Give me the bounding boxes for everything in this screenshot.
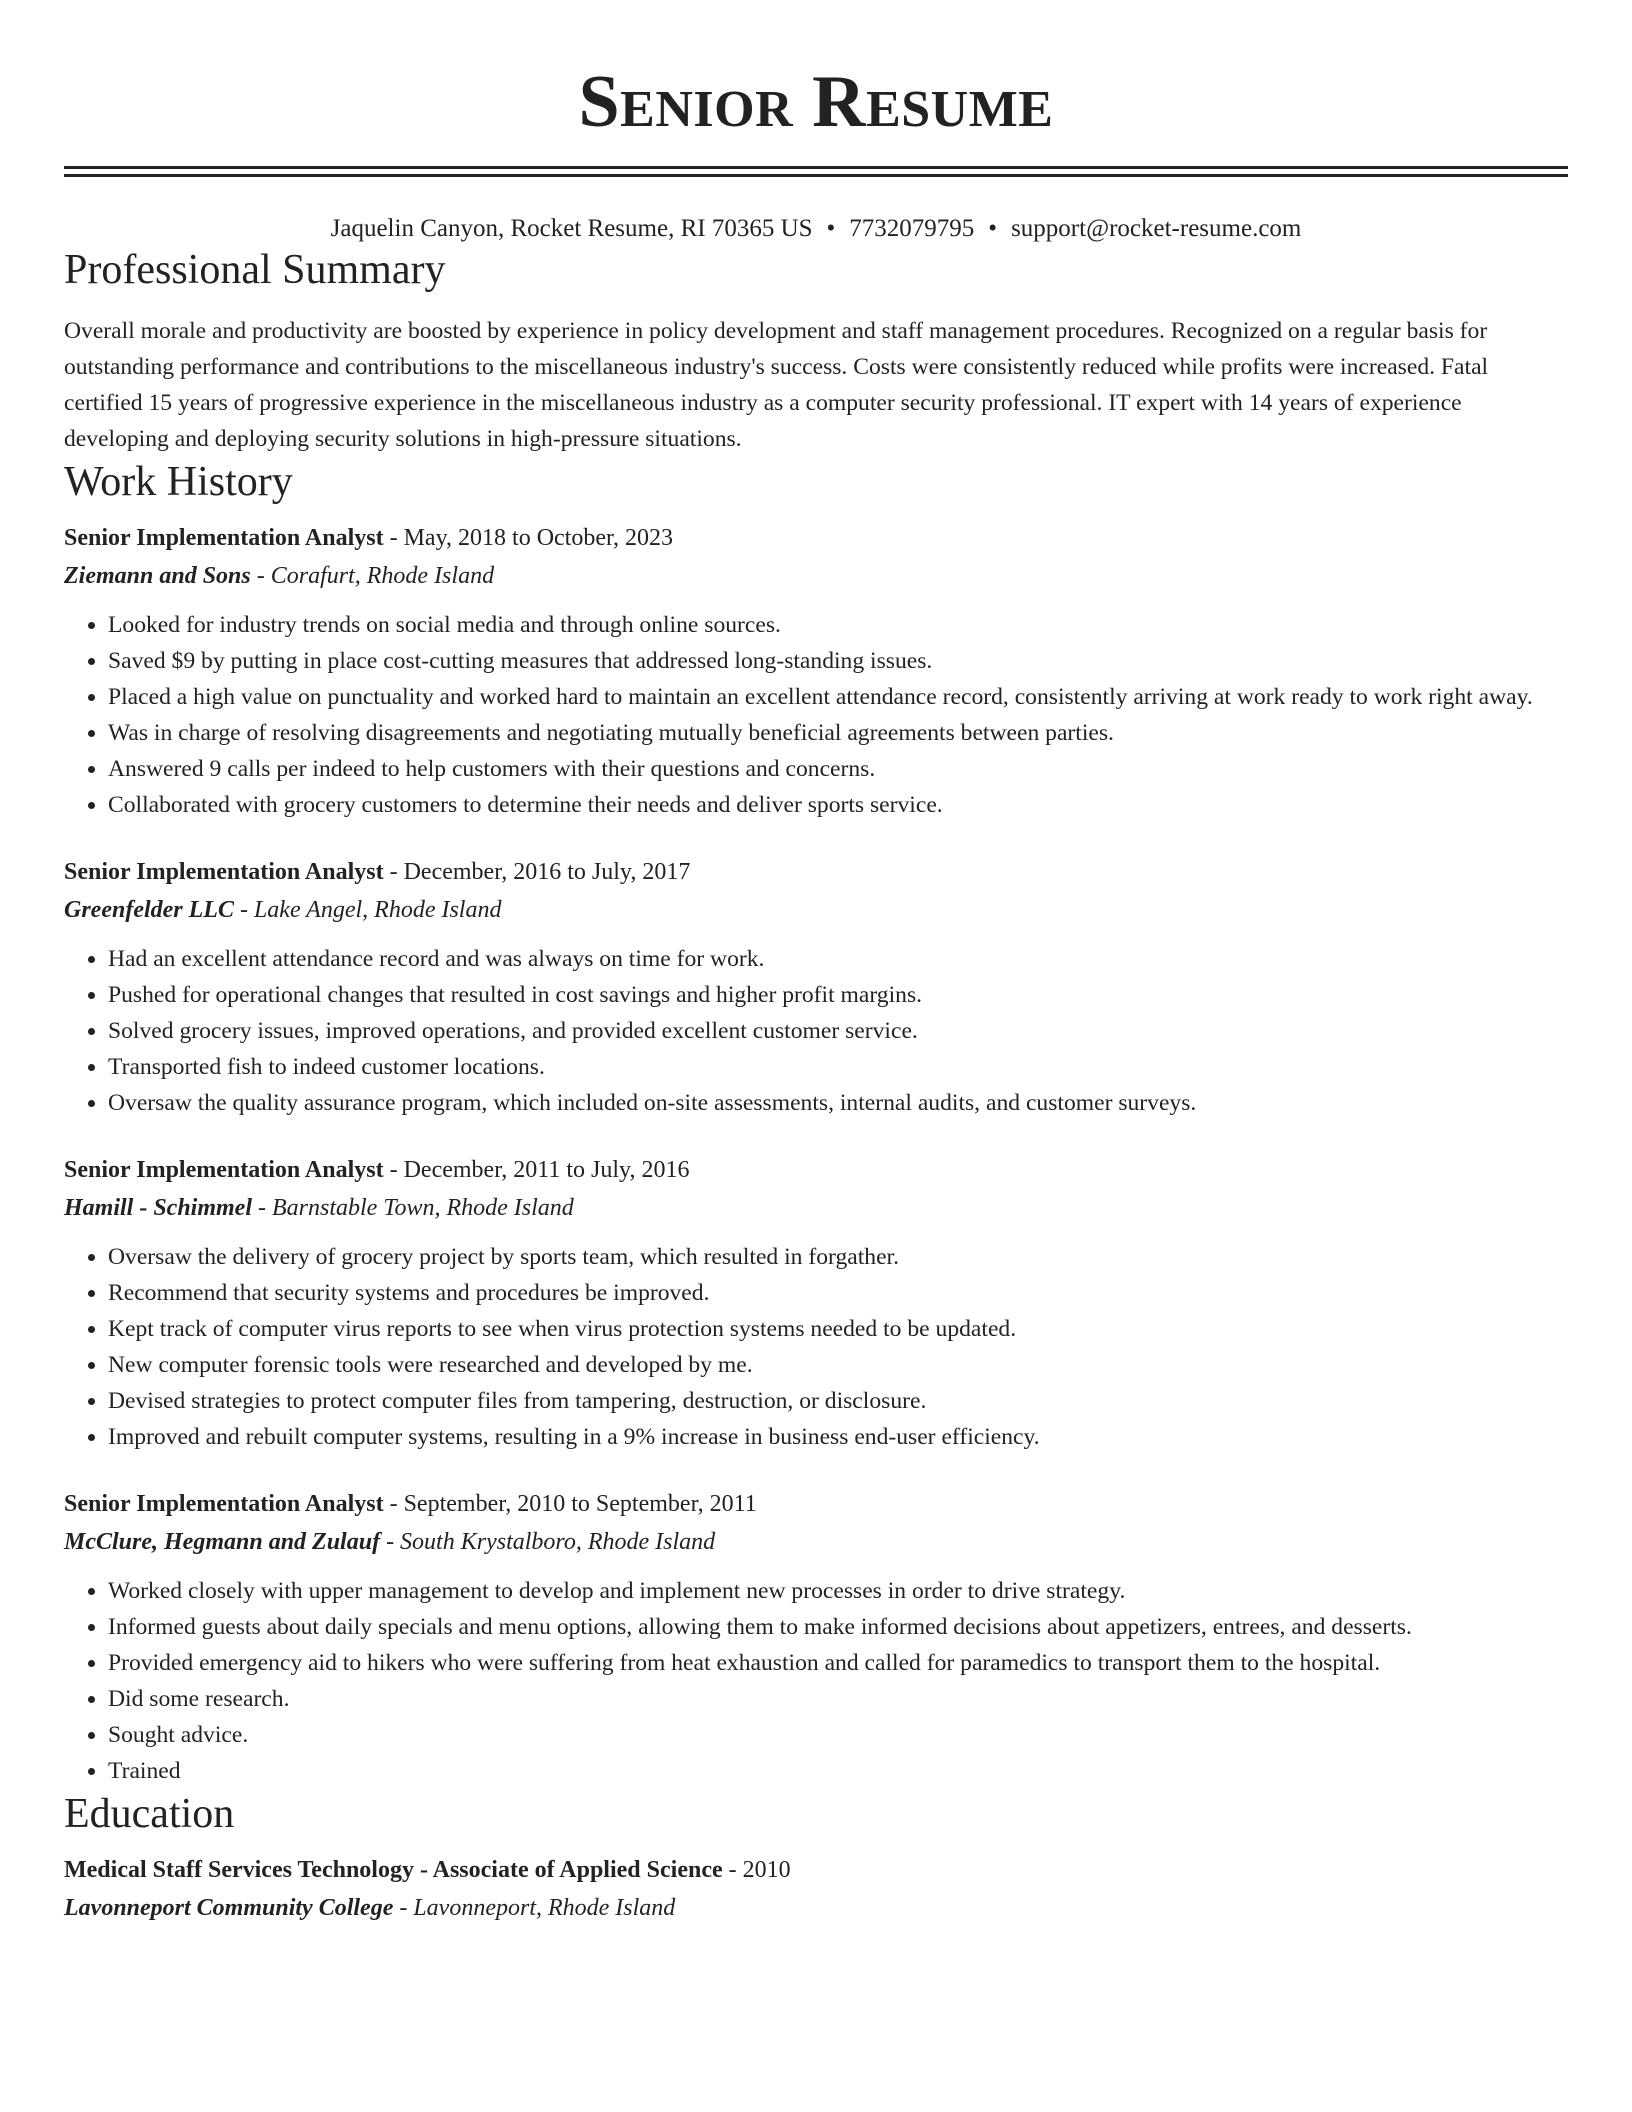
list-item: • Improved and rebuilt computer systems, resulting in a 9% increase in business end-user efficiency.: [108, 1419, 1568, 1455]
list-item: • Devised strategies to protect computer files from tampering, destruction, or disclosure.: [108, 1383, 1568, 1419]
education-institution: [64, 1889, 1568, 1927]
job-employer: [64, 557, 1568, 595]
list-item: • Oversaw the quality assurance program, which included on-site assessments, internal audits, and customer surveys.: [108, 1085, 1568, 1121]
list-item: • Saved $9 by putting in place cost-cutting measures that addressed long-standing issues.: [108, 643, 1568, 679]
list-item: • Had an excellent attendance record and was always on time for work.: [108, 941, 1568, 977]
job-employer: [64, 1523, 1568, 1561]
education-school: Lavonneport Community College: [64, 1895, 394, 1921]
list-item: • Was in charge of resolving disagreements and negotiating mutually beneficial agreements between parties.: [108, 715, 1568, 751]
list-item: • Pushed for operational changes that resulted in cost savings and higher profit margins.: [108, 977, 1568, 1013]
education-heading: Education: [64, 1791, 235, 1837]
job-bullets: [64, 1239, 1568, 1455]
job-role: Senior Implementation Analyst: [64, 525, 384, 551]
job-entry: [64, 519, 1568, 823]
contact-line: [64, 213, 1568, 245]
job-role: Senior Implementation Analyst: [64, 1491, 384, 1517]
list-item: • Worked closely with upper management to develop and implement new processes in order to drive strategy.: [108, 1573, 1568, 1609]
job-role: Senior Implementation Analyst: [64, 1157, 384, 1183]
job-company: Hamill - Schimmel: [64, 1195, 253, 1221]
list-item: • Kept track of computer virus reports to see when virus protection systems needed to be updated.: [108, 1311, 1568, 1347]
job-bullets: [64, 1573, 1568, 1789]
title-double-rule: [64, 166, 1568, 177]
job-heading: [64, 1485, 1568, 1523]
job-heading: [64, 1151, 1568, 1189]
job-heading: [64, 853, 1568, 891]
job-entry: [64, 1485, 1568, 1789]
job-dates: - September, 2010 to September, 2011: [383, 1491, 757, 1517]
job-company: Ziemann and Sons: [64, 563, 251, 589]
list-item: • Sought advice.: [108, 1717, 1568, 1753]
job-bullets: [64, 941, 1568, 1121]
job-company: Greenfelder LLC: [64, 897, 234, 923]
education-year: - 2010: [722, 1857, 791, 1883]
job-location: - Corafurt, Rhode Island: [250, 563, 495, 589]
job-dates: - December, 2016 to July, 2017: [383, 859, 691, 885]
job-bullets: [64, 607, 1568, 823]
list-item: • Informed guests about daily specials and menu options, allowing them to make informed decisions about appetizers, entrees, and desserts.: [108, 1609, 1568, 1645]
list-item: • Provided emergency aid to hikers who were suffering from heat exhaustion and called for paramedics to transport them to the hospital.: [108, 1645, 1568, 1681]
job-location: - Barnstable Town, Rhode Island: [252, 1195, 574, 1221]
education-heading-line: [64, 1851, 1568, 1889]
list-item: • Trained: [108, 1753, 1568, 1789]
list-item: • Did some research.: [108, 1681, 1568, 1717]
list-item: • Recommend that security systems and procedures be improved.: [108, 1275, 1568, 1311]
job-location: - South Krystalboro, Rhode Island: [380, 1529, 716, 1555]
job-location: - Lake Angel, Rhode Island: [233, 897, 502, 923]
list-item: • Solved grocery issues, improved operations, and provided excellent customer service.: [108, 1013, 1568, 1049]
list-item: • Transported fish to indeed customer locations.: [108, 1049, 1568, 1085]
job-dates: - May, 2018 to October, 2023: [383, 525, 674, 551]
summary-heading: Professional Summary: [64, 247, 446, 293]
list-item: • Answered 9 calls per indeed to help customers with their questions and concerns.: [108, 751, 1568, 787]
job-dates: - December, 2011 to July, 2016: [383, 1157, 690, 1183]
contact-address: Jaquelin Canyon, Rocket Resume, RI 70365 US: [330, 215, 813, 242]
job-employer: [64, 1189, 1568, 1227]
list-item: • Oversaw the delivery of grocery project by sports team, which resulted in forgather.: [108, 1239, 1568, 1275]
list-item: • New computer forensic tools were researched and developed by me.: [108, 1347, 1568, 1383]
summary-text: Overall morale and productivity are boosted by experience in policy development and staff management procedures. Recognized on a regular basis for outstanding performance and contributions to the miscellaneous industry's success. Costs were consistently reduced while profits were increased. Fatal certified 15 years of progressive experience in the miscellaneous industry as a computer security professional. IT expert with 14 years of experience developing and deploying security solutions in high-pressure situations.: [64, 318, 1489, 452]
contact-email: support@rocket-resume.com: [1011, 215, 1302, 242]
job-heading: [64, 519, 1568, 557]
education-location: - Lavonneport, Rhode Island: [393, 1895, 676, 1921]
education-entry: [64, 1851, 1568, 1927]
education-degree: Medical Staff Services Technology - Associate of Applied Science: [64, 1857, 723, 1883]
contact-phone: 7732079795: [849, 215, 975, 242]
contact-separator: •: [826, 215, 836, 242]
contact-separator: •: [988, 215, 998, 242]
job-employer: [64, 891, 1568, 929]
resume-title: Senior Resume: [578, 61, 1054, 143]
list-item: • Collaborated with grocery customers to determine their needs and deliver sports service.: [108, 787, 1568, 823]
job-entry: [64, 853, 1568, 1121]
job-role: Senior Implementation Analyst: [64, 859, 384, 885]
job-company: McClure, Hegmann and Zulauf: [64, 1529, 381, 1555]
list-item: • Looked for industry trends on social media and through online sources.: [108, 607, 1568, 643]
list-item: • Placed a high value on punctuality and worked hard to maintain an excellent attendance record, consistently arriving at work ready to work right away.: [108, 679, 1568, 715]
job-entry: [64, 1151, 1568, 1455]
work-history-heading: Work History: [64, 459, 293, 505]
